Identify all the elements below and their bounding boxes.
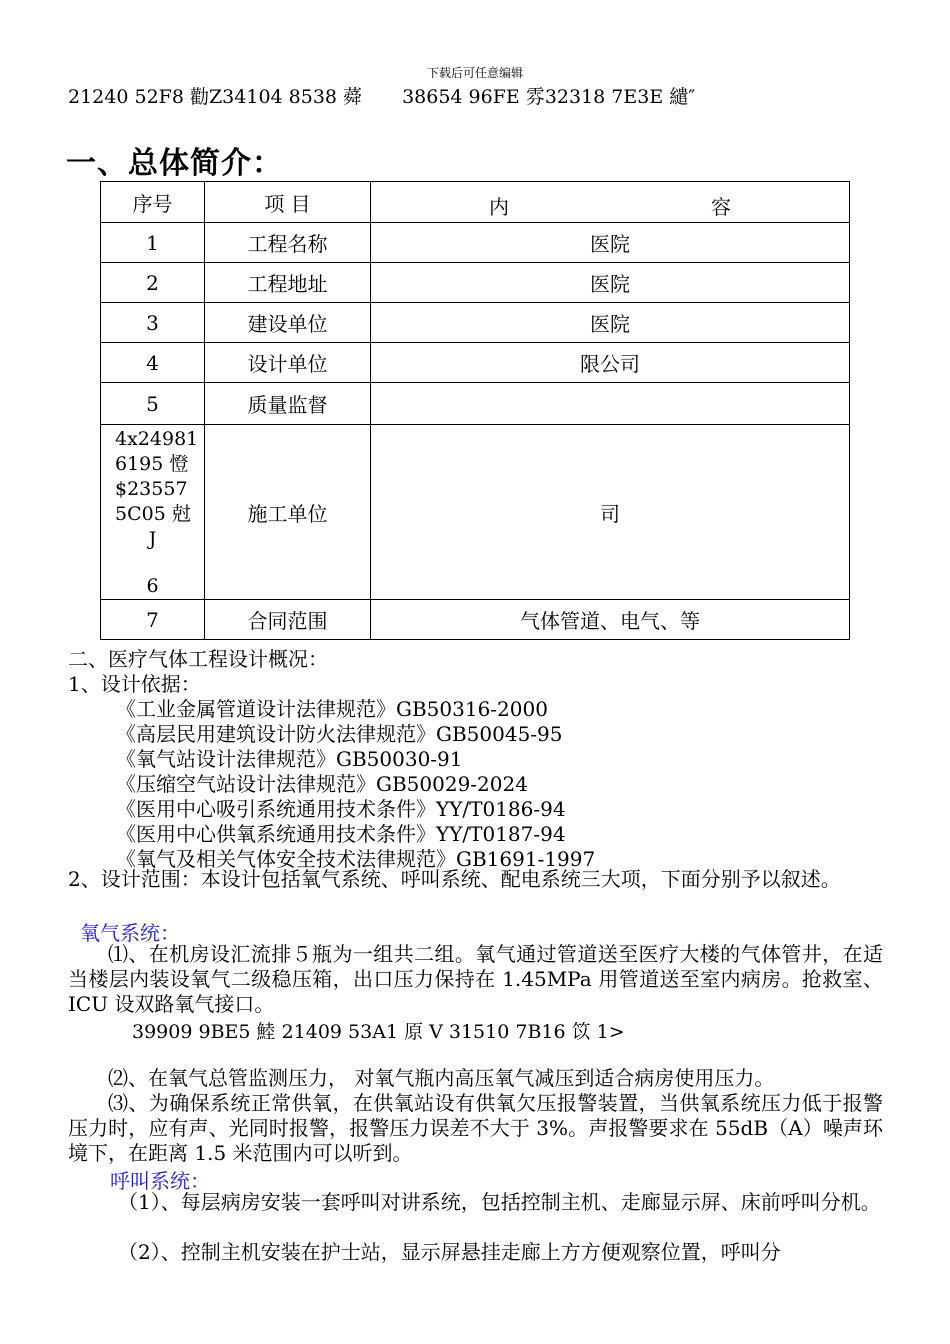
oxygen-paragraph-1: ⑴、在机房设汇流排５瓶为一组共二组。氧气通过管道送至医疗大楼的气体管井，在适当楼层内装设氧气二级稳压箱，出口压力保持在 1.45MPa 用管道送至室内病房。抢救室、ICU 设双路氧气接口。 <box>68 942 883 1016</box>
row-item: 工程名称 <box>205 223 371 263</box>
oxygen-paragraph-3: ⑶、为确保系统正常供氧，在供氧站设有供氧欠压报警装置，当供氧系统压力低于报警压力时，应有声、光同时报警，报警压力误差不大于 3%。声报警要求在 55dB（A）噪声环境下，在距离 1.5 米范围内可以听到。 <box>68 1091 883 1165</box>
garbled-fragment: 32318 7E3E 繾″ <box>544 86 696 108</box>
garbled-cell-line: 4x24981 <box>115 428 199 450</box>
table-row <box>101 263 850 303</box>
row-item: 施工单位 <box>205 425 371 600</box>
basis-item: 《氧气及相关气体安全技术法律规范》GB1691-1997 <box>116 847 596 871</box>
row-no: 7 <box>101 600 205 640</box>
project-info-table <box>100 181 850 640</box>
garbled-fragment: 21240 52F8 勸 <box>68 86 209 108</box>
table-row <box>101 383 850 425</box>
call-paragraph-1: （1）、每层病房安装一套呼叫对讲系统，包括控制主机、走廊显示屏、床前呼叫分机。 <box>118 1190 881 1214</box>
header-note: 下载后可任意编辑 <box>426 66 523 80</box>
row-no: 1 <box>101 223 205 263</box>
header-content <box>371 182 850 223</box>
header-no: 序号 <box>101 182 205 223</box>
garbled-cell-line: $23557 <box>115 478 188 500</box>
table-row <box>101 303 850 343</box>
table-header-row <box>101 182 850 223</box>
garbled-cell-line: 6195 憕 <box>115 453 189 475</box>
basis-item: 《高层民用建筑设计防火法律规范》GB50045-95 <box>116 722 563 746</box>
header-content-part1: 内 <box>489 195 509 219</box>
call-system-title: 呼叫系统： <box>110 1169 210 1193</box>
table-row <box>101 343 850 383</box>
header-item: 项 目 <box>205 182 371 223</box>
row-no: 2 <box>101 263 205 303</box>
table-row <box>101 600 850 640</box>
basis-item: 《氧气站设计法律规范》GB50030-91 <box>116 747 463 771</box>
row-no: 3 <box>101 303 205 343</box>
garbled-cell-line: J <box>148 528 157 550</box>
garbled-fragment: Z34104 8538 蕣 <box>208 86 363 108</box>
row-no-garbled <box>101 425 205 600</box>
table-row <box>101 223 850 263</box>
row-content: 司 <box>371 425 850 600</box>
call-paragraph-2: （2）、控制主机安装在护士站，显示屏悬挂走廊上方方便观察位置，呼叫分 <box>118 1240 781 1264</box>
basis-item: 《医用中心供氧系统通用技术条件》YY/T0187-94 <box>116 822 566 846</box>
basis-item: 《压缩空气站设计法律规范》GB50029-2024 <box>116 772 528 796</box>
garbled-cell-line: 5C05 尅 <box>115 503 191 525</box>
scope-paragraph: 2、设计范围：本设计包括氧气系统、呼叫系统、配电系统三大项，下面分别予以叙述。 <box>68 867 841 891</box>
oxygen-paragraph-2: ⑵、在氧气总管监测压力， 对氧气瓶内高压氧气减压到适合病房使用压力。 <box>108 1066 775 1090</box>
oxygen-system-title: 氧气系统： <box>80 921 180 945</box>
row-content: 气体管道、电气、等 <box>371 600 850 640</box>
table-row <box>101 425 850 600</box>
header-content-part2: 容 <box>711 195 731 219</box>
row-content <box>371 383 850 425</box>
row-item: 工程地址 <box>205 263 371 303</box>
garbled-text-line: 39909 9BE5 鯥 21409 53A1 原 V 31510 7B16 笖 1> <box>132 1021 625 1043</box>
garbled-text-line <box>68 82 695 109</box>
row-item: 设计单位 <box>205 343 371 383</box>
row-content: 限公司 <box>371 343 850 383</box>
basis-item: 《工业金属管道设计法律规范》GB50316-2000 <box>116 697 548 721</box>
row-content: 医院 <box>371 303 850 343</box>
row-no: 6 <box>146 575 159 597</box>
row-content: 医院 <box>371 223 850 263</box>
row-item: 合同范围 <box>205 600 371 640</box>
basis-item: 《医用中心吸引系统通用技术条件》YY/T0186-94 <box>116 797 566 821</box>
row-no: 5 <box>101 383 205 425</box>
row-item: 建设单位 <box>205 303 371 343</box>
section2-title: 二、医疗气体工程设计概况： <box>68 647 328 671</box>
section1-title: 一、总体简介： <box>66 146 283 181</box>
row-no: 4 <box>101 343 205 383</box>
row-content: 医院 <box>371 263 850 303</box>
basis-title: 1、设计依据： <box>68 672 201 696</box>
row-item: 质量监督 <box>205 383 371 425</box>
garbled-fragment: 38654 96FE 雰 <box>402 86 545 108</box>
